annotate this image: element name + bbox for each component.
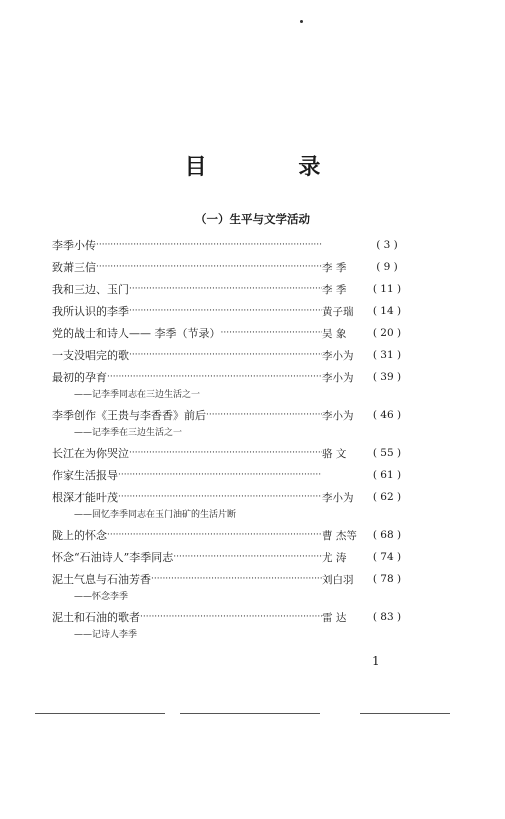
dot-leader (118, 470, 322, 480)
toc-entry (52, 366, 412, 388)
toc-entry-title: 党的战士和诗人—— 李季（节录） (52, 327, 221, 340)
toc-entry-page: ( 78 ) (372, 573, 402, 585)
toc-entry-title: 泥土气息与石油芳香 (52, 573, 151, 586)
toc-entry-author: 曹 杰等 (322, 529, 357, 542)
toc-entry-page: ( 39 ) (372, 371, 402, 383)
toc-entry-page: ( 55 ) (372, 447, 402, 459)
bottom-rule-middle (180, 713, 320, 714)
toc-entry-author: 雷 达 (322, 611, 347, 624)
toc-entry-author: 李小为 (322, 491, 354, 504)
toc-entry-title: 陇上的怀念 (52, 529, 107, 542)
toc-entry-title: 泥土和石油的歌者 (52, 611, 140, 624)
toc-entry (52, 300, 412, 322)
toc-entry-subtitle: ——记李季在三边生活之一 (74, 428, 183, 438)
toc-entry-title: 一支没唱完的歌 (52, 349, 129, 362)
toc-entry-author: 刘白羽 (322, 573, 354, 586)
toc-entry-title: 李季创作《王贵与李香香》前后 (52, 409, 206, 422)
toc-entry-author: 李 季 (322, 261, 347, 274)
toc-entry-page: ( 31 ) (372, 349, 402, 361)
dot-leader (107, 372, 322, 382)
toc-entry (52, 404, 412, 426)
dot-leader (129, 448, 322, 458)
dot-leader (96, 240, 322, 250)
toc-entry-title: 李季小传 (52, 239, 96, 252)
page-number: 1 (372, 654, 380, 668)
toc-entry (52, 256, 412, 278)
toc-entry (52, 486, 412, 508)
dot-leader (140, 612, 322, 622)
toc-entry-author: 骆 文 (322, 447, 347, 460)
bottom-rule-left (35, 713, 165, 714)
toc-entry-author: 李小为 (322, 371, 354, 384)
dot-leader (221, 328, 323, 338)
toc-entry (52, 568, 412, 590)
toc-entry-page: ( 20 ) (372, 327, 402, 339)
table-of-contents (52, 234, 412, 644)
toc-entry-subtitle: ——怀念李季 (74, 592, 129, 602)
toc-entry-author: 李小为 (322, 409, 354, 422)
toc-entry (52, 442, 412, 464)
toc-entry (52, 344, 412, 366)
ink-speck (300, 20, 303, 23)
toc-entry (52, 546, 412, 568)
toc-entry-page: ( 83 ) (372, 611, 402, 623)
bottom-rule-right (360, 713, 450, 714)
dot-leader (173, 552, 322, 562)
dot-leader (206, 410, 322, 420)
toc-entry-author: 吴 象 (322, 327, 347, 340)
toc-entry-title: 怀念“石油诗人”李季同志 (52, 551, 174, 564)
toc-entry (52, 524, 412, 546)
dot-leader (151, 574, 322, 584)
dot-leader (129, 350, 322, 360)
toc-entry-title: 作家生活报导 (52, 469, 118, 482)
toc-entry-title: 根深才能叶茂 (52, 491, 118, 504)
page-title: 目 录 (184, 154, 363, 180)
toc-entry-page: ( 11 ) (372, 283, 402, 295)
toc-entry-title: 长江在为你哭泣 (52, 447, 129, 460)
dot-leader (118, 492, 322, 502)
toc-entry-page: ( 61 ) (372, 469, 402, 481)
toc-entry-page: ( 74 ) (372, 551, 402, 563)
dot-leader (129, 306, 322, 316)
toc-entry-page: ( 3 ) (376, 239, 398, 251)
toc-entry-subtitle: ——回忆李季同志在玉门油矿的生活片断 (74, 510, 237, 520)
toc-entry-page: ( 9 ) (376, 261, 398, 273)
dot-leader (107, 530, 322, 540)
toc-entry-title: 我所认识的李季 (52, 305, 129, 318)
toc-entry-title: 我和三边、玉门 (52, 283, 129, 296)
toc-entry-title: 致萧三信 (52, 261, 96, 274)
toc-entry-page: ( 62 ) (372, 491, 402, 503)
toc-entry-page: ( 14 ) (372, 305, 402, 317)
toc-entry (52, 234, 412, 256)
toc-entry-author: 黄子瑞 (322, 305, 354, 318)
toc-entry-page: ( 46 ) (372, 409, 402, 421)
toc-entry-author: 尤 涛 (322, 551, 347, 564)
dot-leader (129, 284, 322, 294)
toc-entry-page: ( 68 ) (372, 529, 402, 541)
dot-leader (96, 262, 322, 272)
toc-entry-subtitle: ——记李季同志在三边生活之一 (74, 390, 201, 400)
toc-entry (52, 464, 412, 486)
toc-entry-author: 李 季 (322, 283, 347, 296)
toc-entry (52, 322, 412, 344)
toc-entry-subtitle: ——记诗人李季 (74, 630, 138, 640)
toc-entry (52, 606, 412, 628)
section-heading: （一）生平与文学活动 (195, 212, 310, 226)
toc-entry (52, 278, 412, 300)
toc-entry-author: 李小为 (322, 349, 354, 362)
toc-entry-title: 最初的孕育 (52, 371, 107, 384)
